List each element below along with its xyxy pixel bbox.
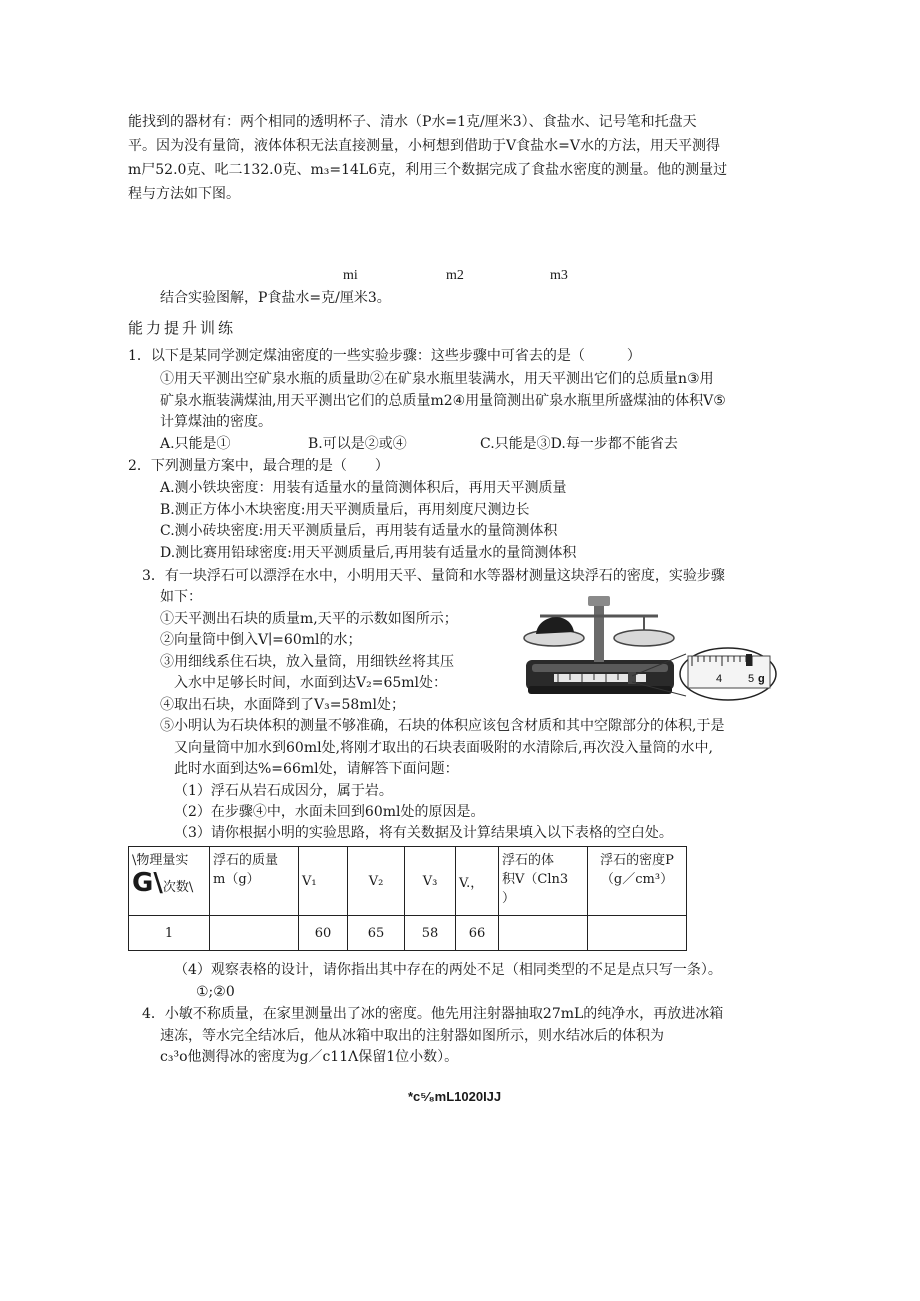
q3-step-5a: ⑤小明认为石块体积的测量不够准确，石块的体积应该包含材质和其中空隙部分的体积,于是 [160,718,725,734]
header-mass-line-1: 浮石的质量 [213,853,279,868]
cell-density[interactable] [588,916,687,951]
q1-option-b: B.可以是②或④ [308,436,407,452]
header-mass [210,847,299,916]
q4-line-2: 速冻，等水完全结冰后，他从冰箱中取出的注射器如图所示，则水结冰后的体积为 [160,1028,664,1044]
header-density [588,847,687,916]
q3-part-4: （4）观察表格的设计，请你指出其中存在的两处不足（相同类型的不足是点只写一条）。 [174,962,722,978]
mass-label-3: m3 [550,268,568,283]
q2-option-c: C.测小砖块密度:用天平测质量后，再用装有适量水的量筒测体积 [160,523,558,539]
intro-line-2: 平。因为没有量筒，液体体积无法直接测量，小柯想到借助于V食盐水=V水的方法，用天平测得 [128,138,720,154]
table-row [129,916,687,951]
cell-trial: 1 [129,916,210,951]
cell-v2: 65 [348,916,405,951]
combine-text: 结合实验图解，P食盐水=克/厘米3。 [160,290,391,306]
cell-v4: 66 [456,916,499,951]
q3-step-2: ②向量筒中倒入V∣=60ml的水； [160,632,362,648]
header-v3: V₃ [405,847,456,916]
q3-step-3a: ③用细线系住石块，放入量筒，用细铁丝将其压 [160,654,454,670]
q3-part-3: （3）请你根据小明的实验思路，将有关数据及计算结果填入以下表格的空白处。 [174,825,673,841]
cell-v3: 58 [405,916,456,951]
header-v4: V.， [456,847,499,916]
corner-bottom: 次数\ [162,880,194,895]
header-volume-line-3: ） [502,891,516,906]
q1-body-2: 矿泉水瓶装满煤油,用天平测出它们的总质量m2④用量筒测出矿泉水瓶里所盛煤油的体积V⑤ [160,393,726,409]
q4-line-3: c₃³o他测得冰的密度为g／c11Λ保留1位小数）。 [160,1049,459,1065]
q3-part-4-blanks: ①;②0 [196,984,235,1000]
q1-body-3: 计算煤油的密度。 [160,414,272,430]
intro-line-1: 能找到的器材有：两个相同的透明杯子、清水（P水=1克/厘米3）、食盐水、记号笔和托盘天 [128,114,697,130]
q3-step-5b: 又向量筒中加水到60ml处,将刚才取出的石块表面吸附的水清除后,再次没入量筒的水中, [174,740,713,756]
mass-label-1: mi [343,268,358,283]
header-volume [499,847,588,916]
header-mass-line-2: m（g） [213,872,260,887]
cell-v1: 60 [299,916,348,951]
balance-scale-figure [518,592,780,704]
q3-step-1: ①天平测出石块的质量m,天平的示数如图所示； [160,611,458,627]
scale-label-g: g [758,673,765,685]
table-header-row [129,847,687,916]
q3-stem-2: 如下： [160,589,202,605]
q2-stem: 2．下列测量方案中，最合理的是（ ） [128,458,389,474]
q1-body-1: ①用天平测出空矿泉水瓶的质量助②在矿泉水瓶里装满水，用天平测出它们的总质量n③用 [160,371,714,387]
section-title: 能力提升训练 [128,319,237,337]
q3-stem-1: 3．有一块浮石可以漂浮在水中，小明用天平、量筒和水等器材测量这块浮石的密度，实验步骤 [142,568,725,584]
q3-step-5c: 此时水面到达%=66ml处，请解答下面问题： [174,761,459,777]
header-v2: V₂ [348,847,405,916]
scale-label-4: 4 [716,673,723,685]
header-volume-line-1: 浮石的体 [502,853,555,868]
q2-option-d: D.测比赛用铅球密度:用天平测质量后,再用装有适量水的量筒测体积 [160,545,577,561]
scale-label-5: 5 [748,673,755,685]
cell-mass[interactable] [210,916,299,951]
intro-line-3: m尸52.0克、叱二132.0克、m₃=14L6克，利用三个数据完成了食盐水密度的测量。他的测量过 [128,162,728,178]
syringe-scale-caption: *c⁵⁄₈mL1020IJJ [408,1089,502,1104]
data-table [128,846,687,951]
mass-label-2: m2 [446,268,464,283]
table-corner-cell [129,847,210,916]
q3-step-3b: 入水中足够长时间，水面到达V₂=65ml处： [174,675,448,691]
q2-option-a: A.测小铁块密度：用装有适量水的量筒测体积后，再用天平测质量 [160,480,567,496]
q1-option-c: C.只能是③D.每一步都不能省去 [480,436,678,452]
corner-g: G\ [132,868,163,898]
q1-option-a: A.只能是① [160,436,231,452]
q3-part-2: （2）在步骤④中，水面未回到60ml处的原因是。 [174,804,485,820]
header-volume-line-2: 积V（Cln3 [502,872,569,887]
header-density-line-2: （g／cm³） [600,872,674,887]
q4-line-1: 4．小敏不称质量，在家里测量出了冰的密度。他先用注射器抽取27mL的纯净水，再放进冰箱 [142,1006,724,1022]
corner-top: \物理量实 [132,853,189,868]
q3-step-4: ④取出石块，水面降到了V₃=58ml处； [160,697,406,713]
q3-part-1: （1）浮石从岩石成因分，属于岩。 [174,783,393,799]
intro-line-4: 程与方法如下图。 [128,186,240,202]
q2-option-b: B.测正方体小木块密度:用天平测质量后，再用刻度尺测边长 [160,502,530,518]
header-v1: V₁ [299,847,348,916]
q1-stem: 1．以下是某同学测定煤油密度的一些实验步骤：这些步骤中可省去的是（ ） [128,348,641,364]
cell-volume[interactable] [499,916,588,951]
header-density-line-1: 浮石的密度P [600,853,674,868]
